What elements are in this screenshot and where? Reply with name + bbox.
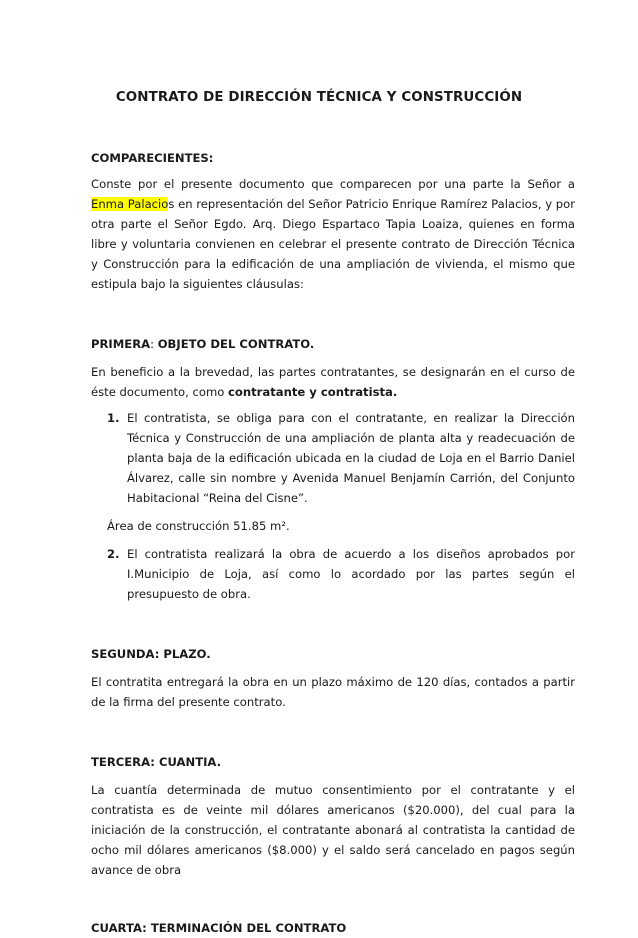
primera-heading-title: OBJETO DEL CONTRATO.	[157, 337, 315, 351]
document-title: CONTRATO DE DIRECCIÓN TÉCNICA Y CONSTRUCCIÓN	[115, 90, 523, 105]
list-item-text: El contratista, se obliga para con el contratante, en realizar la Dirección Técnica y Construcción de una ampliación de planta alta y readecuación de planta baja de la edificación ubicada en la ciudad de Loja en el Barrio Daniel Álvarez, calle sin nombre y Avenida Manuel Benjamín Carrión, del Conjunto Habitacional “Reina del Cisne”.	[127, 411, 575, 505]
primera-heading	[91, 334, 575, 354]
document-body	[91, 148, 575, 938]
highlighted-name: Enma Palacio	[91, 197, 169, 211]
primera-heading-separator: :	[150, 337, 158, 351]
segunda-paragraph: El contratita entregará la obra en un plazo máximo de 120 días, contados a partir de la firma del presente contrato.	[91, 675, 575, 709]
comparecientes-text-post: s en representación del Señor Patricio Enrique Ramírez Palacios, y por otra parte el Señor Egdo. Arq. Diego Espartaco Tapia Loaiza, quienes en forma libre y voluntaria convienen en celebrar el presente contrato de Dirección Técnica y Construcción para la edificación de una ampliación de vivienda, el mismo que estipula bajo la siguientes cláusulas:	[91, 197, 575, 291]
primera-heading-label: PRIMERA	[91, 337, 151, 351]
tercera-heading: TERCERA: CUANTIA.	[91, 755, 222, 769]
list-item-number: 2.	[107, 547, 120, 561]
tercera-paragraph: La cuantía determinada de mutuo consentimiento por el contratante y el contratista es de veinte mil dólares americanos ($20.000), del cual para la iniciación de la construcción, el contratante abonará al contratista la cantidad de ocho mil dólares americanos ($8.000) y el saldo será cancelado en pagos según avance de obra	[91, 783, 575, 877]
list-item-number: 1.	[107, 411, 120, 425]
segunda-heading: SEGUNDA: PLAZO.	[91, 647, 211, 661]
cuarta-heading: CUARTA: TERMINACIÓN DEL CONTRATO	[91, 921, 347, 935]
comparecientes-heading: COMPARECIENTES:	[91, 151, 214, 165]
primera-intro-text: En beneficio a la brevedad, las partes contratantes, se designarán en el curso de éste documento, como	[91, 365, 575, 399]
list-item	[107, 544, 575, 604]
construction-area: Área de construcción 51.85 m².	[107, 519, 290, 533]
primera-intro-bold: contratante y contratista.	[228, 385, 398, 399]
list-item-text: El contratista realizará la obra de acuerdo a los diseños aprobados por I.Municipio de Loja, así como lo acordado por las partes según el presupuesto de obra.	[127, 547, 575, 601]
primera-intro	[91, 362, 575, 402]
comparecientes-paragraph	[91, 174, 575, 294]
comparecientes-text-pre: Conste por el presente documento que comparecen por una parte la Señor a	[91, 177, 575, 191]
list-item	[107, 408, 575, 508]
